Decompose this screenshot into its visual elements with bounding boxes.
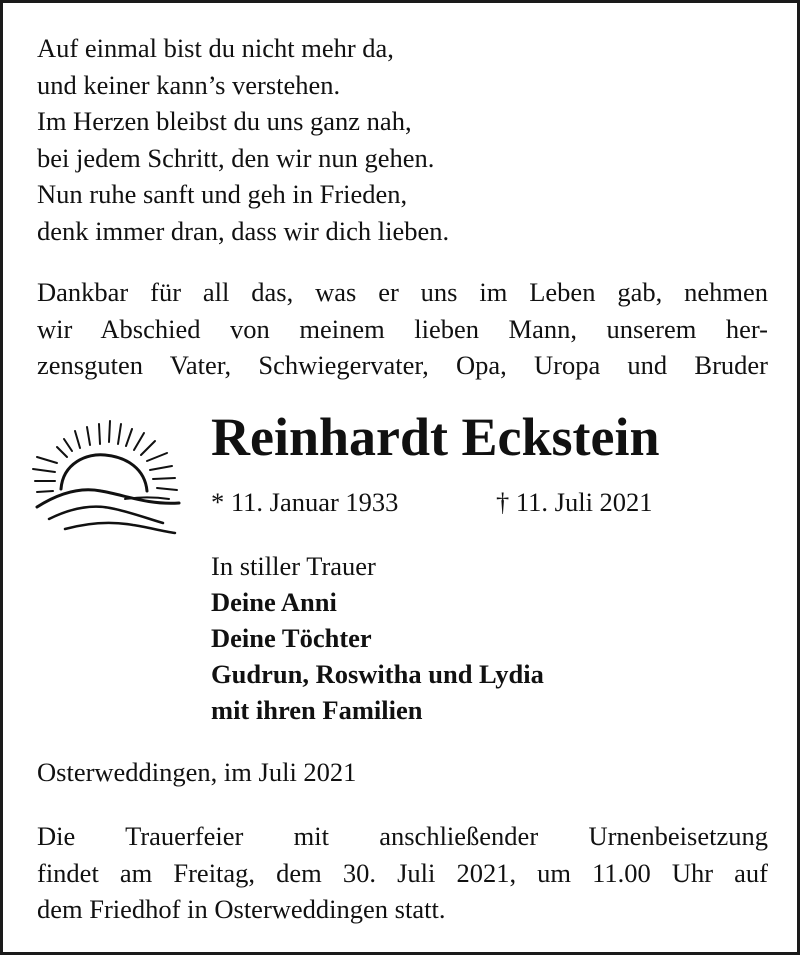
sunset-over-hills-icon (29, 411, 189, 541)
mourners-block (211, 548, 544, 728)
life-dates (211, 485, 653, 519)
funeral-info (37, 818, 768, 928)
death-date: † 11. Juli 2021 (496, 487, 653, 517)
farewell-line: zensguten Vater, Schwiegervater, Opa, Uropa und Bruder (37, 350, 768, 380)
poem-line: Nun ruhe sanft und geh in Frieden, (37, 179, 408, 209)
funeral-line: Die Trauerfeier mit anschließender Urnenbeisetzung (37, 821, 768, 851)
mourner-line: Deine Töchter (211, 623, 372, 653)
poem-line: denk immer dran, dass wir dich lieben. (37, 215, 450, 246)
farewell-text (37, 274, 768, 384)
funeral-line: dem Friedhof in Osterweddingen statt. (37, 894, 446, 924)
deceased-name: Reinhardt Eckstein (211, 407, 660, 467)
farewell-line: wir Abschied von meinem lieben Mann, unserem her- (37, 313, 768, 344)
mourning-intro: In stiller Trauer (211, 551, 376, 581)
farewell-line: Dankbar für all das, was er uns im Leben gab, nehmen (37, 277, 768, 307)
poem-line: Auf einmal bist du nicht mehr da, (37, 33, 394, 63)
mourner-line: mit ihren Familien (211, 695, 423, 725)
mourner-line: Gudrun, Roswitha und Lydia (211, 659, 544, 689)
poem-line: und keiner kann’s verstehen. (37, 69, 341, 100)
poem-line: bei jedem Schritt, den wir nun gehen. (37, 142, 435, 173)
funeral-line: findet am Freitag, dem 30. Juli 2021, um 11.00 Uhr auf (37, 857, 768, 888)
birth-date: * 11. Januar 1933 (211, 487, 399, 517)
memorial-poem (37, 30, 449, 249)
place-and-date: Osterweddingen, im Juli 2021 (37, 757, 357, 787)
poem-line: Im Herzen bleibst du uns ganz nah, (37, 106, 412, 136)
mourner-line: Deine Anni (211, 587, 337, 617)
